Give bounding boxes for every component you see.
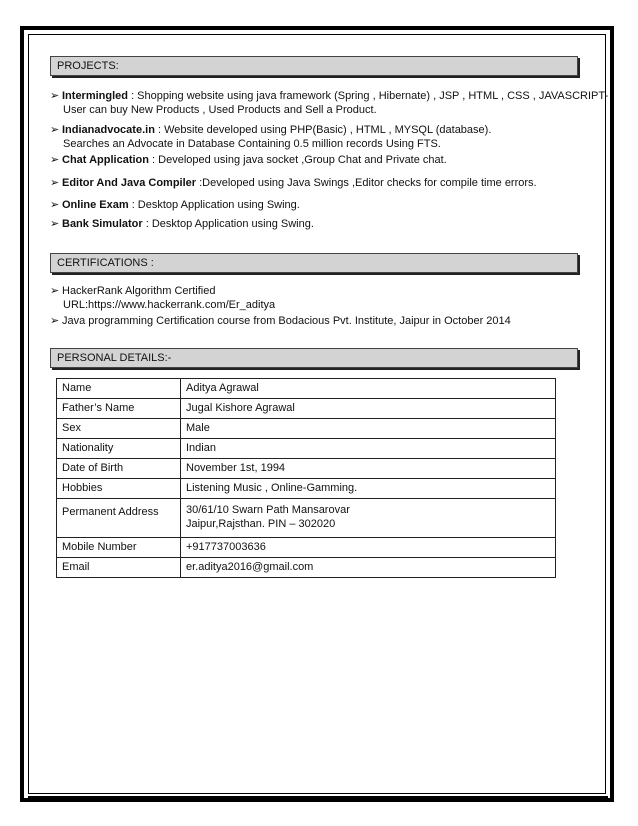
table-row	[57, 499, 556, 538]
project-item	[50, 176, 537, 190]
detail-key: Permanent Address	[57, 499, 181, 538]
project-item	[50, 89, 608, 117]
arrow-bullet-icon: ➢	[50, 285, 60, 297]
project-name: Chat Application	[62, 154, 149, 166]
certification-item	[50, 284, 275, 312]
detail-key: Hobbies	[57, 479, 181, 499]
detail-key: Sex	[57, 419, 181, 439]
detail-value	[181, 499, 556, 538]
project-desc-cont: User can buy New Products , Used Products and Sell a Product.	[63, 104, 377, 116]
certification-text: Java programming Certification course from Bodacious Pvt. Institute, Jaipur in October 2014	[62, 315, 511, 327]
project-desc: : Developed using java socket ,Group Chat and Private chat.	[148, 154, 447, 166]
project-item	[50, 153, 447, 167]
project-item	[50, 123, 491, 151]
table-row	[57, 558, 556, 578]
projects-header: PROJECTS:	[50, 56, 578, 76]
detail-key: Name	[57, 379, 181, 399]
detail-value: Indian	[181, 439, 556, 459]
arrow-bullet-icon: ➢	[50, 177, 60, 189]
table-row	[57, 379, 556, 399]
detail-value: Listening Music , Online-Gamming.	[181, 479, 556, 499]
detail-key: Nationality	[57, 439, 181, 459]
project-name: Online Exam	[62, 199, 129, 211]
personal-details-table	[56, 378, 556, 578]
project-desc-cont: Searches an Advocate in Database Containing 0.5 million records Using FTS.	[63, 138, 441, 150]
project-name: Editor And Java Compiler	[62, 177, 197, 189]
project-name: Bank Simulator	[62, 218, 143, 230]
personal-details-header: PERSONAL DETAILS:-	[50, 348, 578, 368]
address-line-1: 30/61/10 Swarn Path Mansarovar	[186, 504, 350, 516]
detail-value: November 1st, 1994	[181, 459, 556, 479]
project-desc: : Desktop Application using Swing.	[128, 199, 300, 211]
arrow-bullet-icon: ➢	[50, 90, 60, 102]
table-row	[57, 538, 556, 558]
arrow-bullet-icon: ➢	[50, 124, 60, 136]
arrow-bullet-icon: ➢	[50, 199, 60, 211]
table-row	[57, 479, 556, 499]
arrow-bullet-icon: ➢	[50, 154, 60, 166]
certifications-header: CERTIFICATIONS :	[50, 253, 578, 273]
detail-key: Date of Birth	[57, 459, 181, 479]
project-desc: : Website developed using PHP(Basic) , HTML , MYSQL (database).	[154, 124, 492, 136]
detail-value: Aditya Agrawal	[181, 379, 556, 399]
detail-key: Mobile Number	[57, 538, 181, 558]
project-desc: : Desktop Application using Swing.	[142, 218, 314, 230]
detail-key: Email	[57, 558, 181, 578]
bottom-border-bar	[28, 796, 608, 800]
certification-text: HackerRank Algorithm Certified	[62, 285, 216, 297]
project-item	[50, 217, 314, 231]
table-row	[57, 399, 556, 419]
detail-value: +917737003636	[181, 538, 556, 558]
certification-url: URL:https://www.hackerrank.com/Er_aditya	[63, 299, 276, 311]
arrow-bullet-icon: ➢	[50, 218, 60, 230]
detail-value: Jugal Kishore Agrawal	[181, 399, 556, 419]
address-line-2: Jaipur,Rajsthan. PIN – 302020	[186, 518, 336, 530]
arrow-bullet-icon: ➢	[50, 315, 60, 327]
table-row	[57, 419, 556, 439]
project-desc: :Developed using Java Swings ,Editor checks for compile time errors.	[196, 177, 537, 189]
table-row	[57, 439, 556, 459]
table-row	[57, 459, 556, 479]
project-desc: : Shopping website using java framework (Spring , Hibernate) , JSP , HTML , CSS , JAVASCRIPT-	[128, 90, 609, 102]
project-name: Intermingled	[62, 90, 129, 102]
certification-item	[50, 314, 511, 328]
project-item	[50, 198, 300, 212]
project-name: Indianadvocate.in	[62, 124, 155, 136]
detail-value: Male	[181, 419, 556, 439]
detail-key: Father’s Name	[57, 399, 181, 419]
detail-value: er.aditya2016@gmail.com	[181, 558, 556, 578]
